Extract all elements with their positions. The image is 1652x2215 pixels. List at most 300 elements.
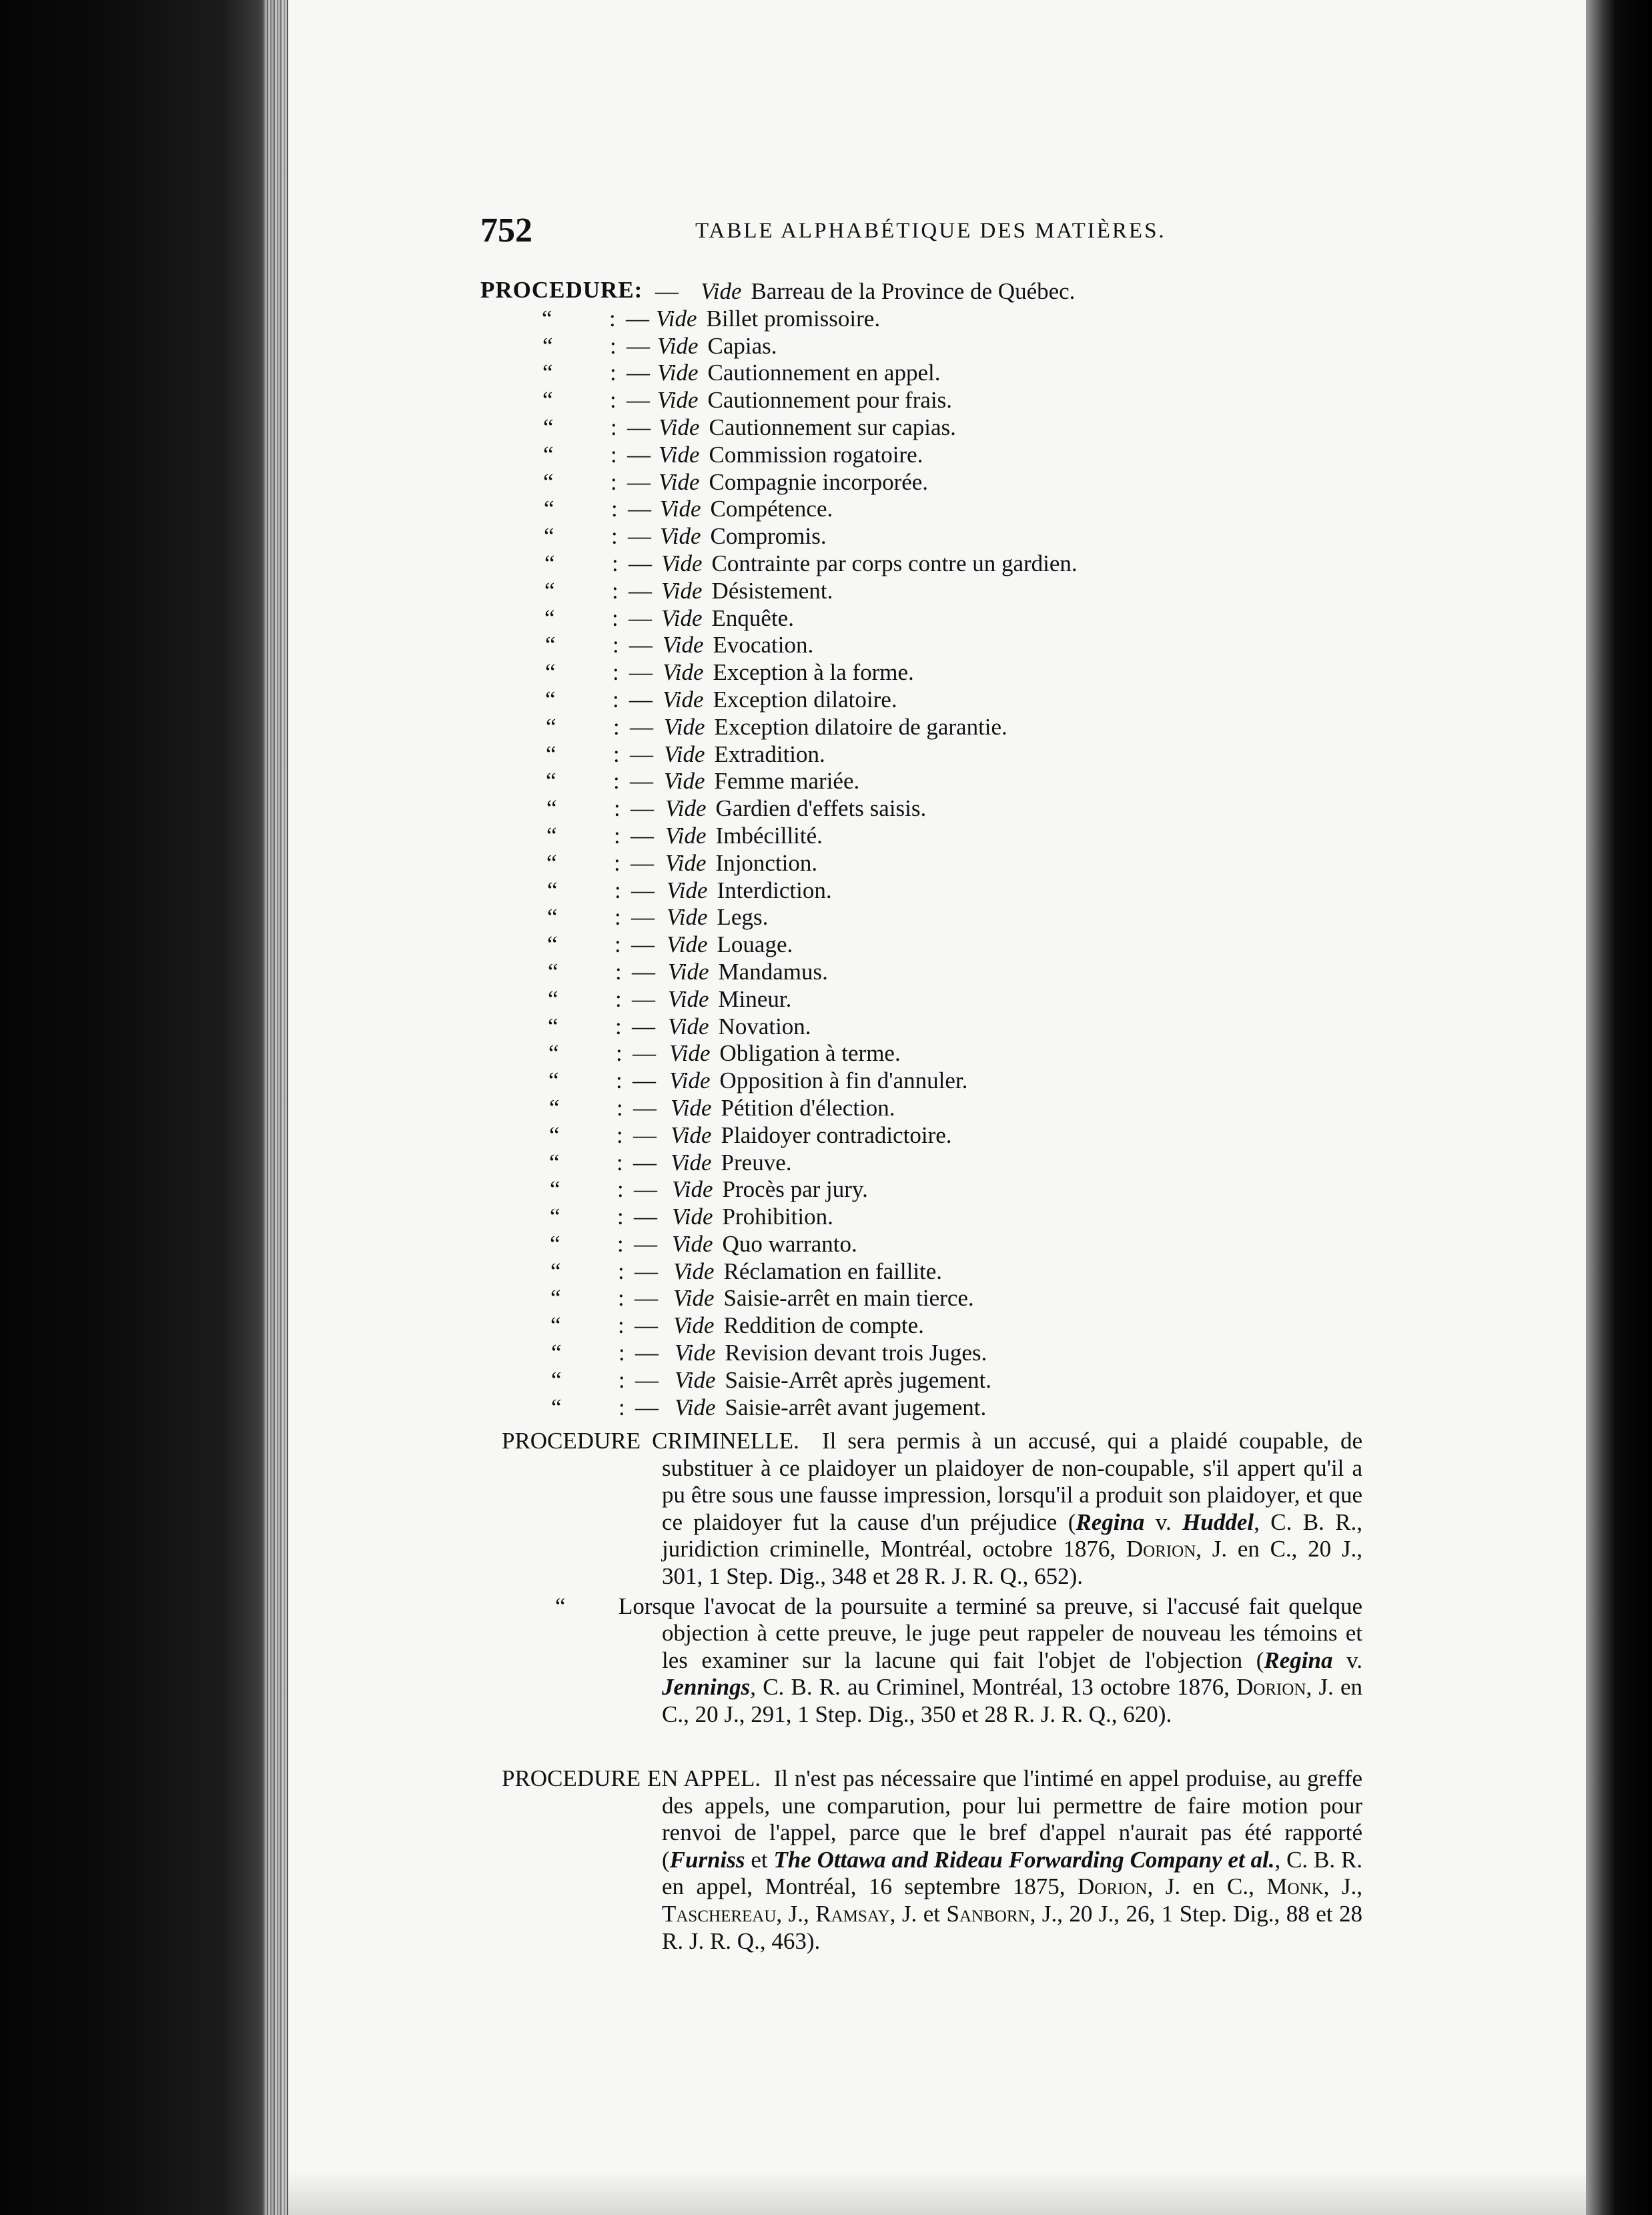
- reference-target: Mineur.: [718, 985, 792, 1012]
- cross-reference: [661, 605, 794, 632]
- ditto-mark: “: [546, 822, 557, 849]
- cross-reference: [671, 1150, 792, 1176]
- ditto-mark: “: [551, 1366, 562, 1393]
- vide-label: Vide: [673, 1258, 715, 1284]
- colon: :: [614, 822, 621, 849]
- cross-reference: [665, 795, 926, 822]
- text: , J.,: [1323, 1873, 1363, 1900]
- colon: :: [610, 387, 616, 414]
- vide-label: Vide: [671, 1094, 712, 1121]
- reference-target: Evocation.: [713, 632, 814, 658]
- text: , J.,: [776, 1900, 816, 1927]
- colon: :: [618, 1340, 625, 1366]
- dash: —: [631, 877, 655, 903]
- cross-reference: [667, 877, 832, 904]
- index-row: [480, 468, 1348, 495]
- vide-label: Vide: [672, 1230, 713, 1257]
- ditto-mark: “: [546, 795, 557, 822]
- index-row: [480, 658, 1348, 685]
- index-row: [480, 930, 1348, 957]
- reference-target: Cautionnement sur capias.: [709, 414, 956, 440]
- colon: :: [616, 1067, 623, 1094]
- cross-reference: [661, 550, 1078, 577]
- dash: —: [627, 332, 650, 359]
- reference-target: Barreau de la Province de Québec.: [751, 278, 1076, 304]
- dash: —: [629, 604, 652, 631]
- vide-label: Vide: [657, 332, 699, 359]
- ditto-mark: “: [547, 877, 558, 903]
- dash: —: [630, 741, 653, 767]
- dash: —: [627, 414, 651, 440]
- ditto-mark: “: [542, 387, 553, 414]
- reference-target: Exception à la forme.: [713, 659, 914, 686]
- page-bottom-shade: [288, 2172, 1586, 2215]
- colon: :: [618, 1366, 625, 1393]
- dash: —: [635, 1285, 658, 1312]
- colon: :: [610, 332, 616, 359]
- index-row: [480, 332, 1348, 359]
- book-binding-left: [0, 0, 287, 2215]
- reference-target: Billet promissoire.: [706, 305, 881, 332]
- vide-label: Vide: [664, 713, 705, 740]
- ditto-mark: “: [550, 1176, 560, 1203]
- entry-heading: PROCEDURE CRIMINELLE.: [502, 1428, 799, 1454]
- cross-reference: [659, 442, 923, 468]
- colon: :: [618, 1394, 625, 1420]
- colon: :: [618, 1285, 625, 1312]
- ditto-mark: “: [544, 604, 555, 631]
- reference-target: Commission rogatoire.: [709, 441, 923, 468]
- index-row: [480, 304, 1348, 332]
- colon: :: [612, 550, 618, 576]
- entry-heading: PROCEDURE:: [480, 277, 643, 303]
- index-row: [480, 985, 1348, 1012]
- cross-reference: [665, 823, 823, 849]
- cross-reference: [667, 931, 793, 958]
- text: v.: [1144, 1508, 1183, 1535]
- cross-reference: [672, 1176, 868, 1203]
- reference-target: Compagnie incorporée.: [709, 468, 929, 495]
- dash: —: [635, 1394, 659, 1420]
- paragraph-text: , C. B. R. au Criminel, Montréal, 13 octobre 1876,: [750, 1674, 1237, 1701]
- index-row: [480, 1121, 1348, 1148]
- cross-reference: [661, 578, 833, 604]
- paragraph-text: Lorsque l'avocat de la poursuite a terminé sa preuve, si l'accusé fait quelque objection à cette preuve, le juge peut rappeler de nouveau les témoins et les examiner sur la lacune qui fait l'objet de l'objection (: [618, 1593, 1362, 1673]
- page-edges: [264, 0, 290, 2215]
- dash: —: [633, 1094, 657, 1121]
- index-row: [480, 494, 1348, 522]
- case-name: Regina: [1076, 1508, 1145, 1535]
- case-name: Furniss: [669, 1846, 745, 1873]
- index-row: [480, 685, 1348, 713]
- index-row: [480, 794, 1348, 821]
- vide-label: Vide: [675, 1366, 716, 1393]
- paragraph-text: , J. en C., 20 J., 301, 1 Step. Dig., 348 et 28 R. J. R. Q., 652).: [662, 1536, 1363, 1589]
- vide-label: Vide: [659, 414, 700, 440]
- vide-label: Vide: [671, 1149, 712, 1176]
- vide-label: Vide: [669, 1040, 711, 1067]
- colon: :: [613, 741, 620, 767]
- vide-label: Vide: [664, 768, 705, 795]
- dash: —: [629, 632, 653, 658]
- ditto-mark: “: [548, 1067, 559, 1094]
- index-row: [480, 1148, 1348, 1176]
- dash: —: [632, 1013, 655, 1039]
- colon: :: [616, 1149, 623, 1176]
- colon: :: [614, 849, 621, 876]
- colon: :: [614, 795, 621, 822]
- cross-reference: [664, 768, 859, 795]
- reference-target: Réclamation en faillite.: [723, 1258, 943, 1284]
- reference-target: Capias.: [707, 332, 777, 359]
- vide-label: Vide: [668, 958, 709, 985]
- reference-target: Gardien d'effets saisis.: [715, 795, 927, 822]
- ditto-mark: “: [547, 931, 558, 958]
- reference-target: Cautionnement en appel.: [707, 360, 941, 386]
- dash: —: [630, 768, 653, 795]
- index-row: [480, 549, 1348, 576]
- vide-label: Vide: [669, 1067, 711, 1094]
- reference-target: Mandamus.: [718, 958, 828, 985]
- index-row: [480, 1093, 1348, 1121]
- cross-reference: [671, 1122, 952, 1149]
- cross-reference: [673, 1258, 942, 1285]
- reference-target: Compromis.: [710, 523, 827, 550]
- cross-reference: [673, 1285, 974, 1312]
- cross-reference: [664, 714, 1007, 741]
- ditto-mark: “: [555, 1593, 566, 1619]
- vide-label: Vide: [667, 931, 708, 958]
- colon: :: [613, 713, 620, 740]
- cross-reference: [660, 523, 827, 550]
- reference-target: Plaidoyer contradictoire.: [721, 1122, 952, 1148]
- ditto-mark: “: [543, 414, 554, 440]
- dash: —: [629, 686, 653, 713]
- index-row: [480, 1012, 1348, 1039]
- vide-label: Vide: [673, 1285, 715, 1312]
- vide-label: Vide: [672, 1176, 713, 1203]
- ditto-mark: “: [544, 577, 555, 604]
- colon: :: [616, 1094, 623, 1121]
- reference-target: Imbécillité.: [715, 822, 823, 849]
- dash: —: [633, 1149, 657, 1176]
- dash: —: [634, 1176, 657, 1203]
- reference-target: Quo warranto.: [722, 1230, 857, 1257]
- dash: —: [634, 1204, 657, 1230]
- case-name: The Ottawa and Rideau Forwarding Company et al.: [773, 1846, 1275, 1873]
- dash: —: [632, 958, 655, 985]
- judge-name: Monk: [1266, 1873, 1324, 1900]
- index-row: [480, 740, 1348, 767]
- cross-reference: [671, 1095, 895, 1122]
- vide-label: Vide: [657, 387, 699, 414]
- vide-label: Vide: [663, 659, 704, 686]
- cross-reference: [667, 904, 768, 931]
- cross-reference: [657, 360, 940, 386]
- index-row: [480, 413, 1348, 440]
- vide-label: Vide: [663, 632, 704, 658]
- reference-target: Cautionnement pour frais.: [707, 387, 952, 414]
- colon: :: [615, 1013, 622, 1039]
- ditto-mark: “: [550, 1285, 561, 1312]
- ditto-mark: “: [551, 1340, 562, 1366]
- vide-label: Vide: [665, 795, 707, 822]
- index-row: [480, 1202, 1348, 1230]
- ditto-mark: “: [547, 904, 558, 931]
- dash: —: [627, 468, 651, 495]
- colon: :: [612, 604, 618, 631]
- cross-reference: [663, 632, 813, 658]
- running-title: TABLE ALPHABÉTIQUE DES MATIÈRES.: [695, 219, 1166, 243]
- cross-reference: [656, 306, 880, 332]
- dash: —: [628, 523, 651, 550]
- ditto-mark: “: [550, 1204, 560, 1230]
- index-row: [480, 767, 1348, 794]
- colon: :: [614, 931, 621, 958]
- vide-label: Vide: [661, 604, 703, 631]
- cross-reference: [659, 469, 928, 496]
- dash: —: [635, 1340, 659, 1366]
- colon: :: [617, 1204, 624, 1230]
- index-row: [480, 630, 1348, 658]
- cross-reference: [672, 1204, 833, 1230]
- colon: :: [614, 904, 621, 931]
- dash: —: [629, 577, 652, 604]
- colon: :: [618, 1258, 625, 1284]
- dash: —: [627, 360, 650, 386]
- text: , J. en C.,: [1147, 1873, 1267, 1900]
- dash: —: [629, 550, 652, 576]
- cross-reference: [701, 278, 1075, 305]
- reference-target: Prohibition.: [722, 1204, 833, 1230]
- ditto-mark: “: [546, 713, 556, 740]
- dash: —: [630, 713, 653, 740]
- judge-name: Dorion: [1236, 1674, 1306, 1701]
- dash: —: [635, 1312, 658, 1339]
- reference-target: Legs.: [717, 904, 769, 931]
- ditto-mark: “: [546, 768, 556, 795]
- reference-target: Preuve.: [721, 1149, 792, 1176]
- index-row: [480, 849, 1348, 876]
- colon: :: [612, 632, 619, 658]
- reference-target: Revision devant trois Juges.: [725, 1340, 987, 1366]
- index-row: [480, 1230, 1348, 1257]
- colon: :: [612, 577, 618, 604]
- dash: —: [627, 387, 650, 414]
- index-row: [480, 358, 1348, 386]
- colon: :: [615, 985, 622, 1012]
- reference-target: Saisie-Arrêt après jugement.: [725, 1366, 991, 1393]
- ditto-mark: “: [545, 686, 556, 713]
- page-number: 752: [480, 211, 532, 250]
- colon: :: [616, 1040, 623, 1067]
- colon: :: [609, 305, 616, 332]
- colon: :: [610, 468, 617, 495]
- cross-reference: [663, 659, 914, 686]
- reference-target: Injonction.: [715, 849, 818, 876]
- vide-label: Vide: [665, 849, 707, 876]
- index-row: [480, 1338, 1348, 1366]
- paragraph-1: [502, 1765, 1362, 1955]
- vide-label: Vide: [675, 1340, 716, 1366]
- vide-label: Vide: [660, 523, 701, 550]
- judge-name: Dorion: [1126, 1536, 1196, 1563]
- ditto-mark: “: [543, 468, 554, 495]
- dash: —: [628, 496, 651, 522]
- dash: —: [629, 659, 653, 686]
- case-name: Jennings: [662, 1674, 751, 1701]
- dash: —: [633, 1122, 657, 1148]
- cross-reference: [675, 1340, 987, 1366]
- dash: —: [635, 1366, 659, 1393]
- vide-label: Vide: [663, 686, 704, 713]
- paragraph-text: , J. en C., 20 J., 291, 1 Step. Dig., 350 et 28 R. J. R. Q., 620).: [662, 1674, 1362, 1727]
- judge-name: Ramsay: [815, 1900, 890, 1927]
- dash: —: [631, 904, 655, 931]
- reference-target: Novation.: [718, 1013, 811, 1039]
- colon: :: [617, 1230, 624, 1257]
- ditto-mark: “: [549, 1149, 560, 1176]
- reference-target: Opposition à fin d'annuler.: [719, 1067, 968, 1094]
- reference-target: Exception dilatoire.: [713, 686, 897, 713]
- dash: —: [631, 931, 655, 958]
- reference-target: Enquête.: [711, 604, 794, 631]
- reference-target: Pétition d'élection.: [721, 1094, 895, 1121]
- ditto-mark: “: [546, 849, 557, 876]
- vide-label: Vide: [673, 1312, 715, 1339]
- vide-label: Vide: [675, 1394, 716, 1420]
- dash: —: [633, 1040, 656, 1067]
- case-name: Huddel: [1182, 1508, 1254, 1535]
- ditto-mark: “: [548, 1013, 558, 1039]
- cross-reference: [672, 1231, 857, 1258]
- cross-reference: [669, 1040, 901, 1067]
- ditto-mark: “: [548, 958, 558, 985]
- reference-target: Saisie-arrêt en main tierce.: [723, 1285, 974, 1312]
- paragraph-2: [502, 1593, 1362, 1729]
- ditto-mark: “: [542, 360, 553, 386]
- index-row: [480, 713, 1348, 740]
- vide-label: Vide: [701, 278, 742, 304]
- index-row: [480, 1366, 1348, 1393]
- index-row: [480, 386, 1348, 413]
- paragraph-text: , C. B. R., juridiction criminelle, Montréal, octobre 1876,: [662, 1508, 1362, 1563]
- ditto-mark: “: [542, 332, 553, 359]
- index-row: [480, 440, 1348, 468]
- dash: —: [635, 1258, 658, 1284]
- dash: —: [631, 849, 654, 876]
- reference-target: Contrainte par corps contre un gardien.: [711, 550, 1078, 576]
- reference-target: Exception dilatoire de garantie.: [714, 713, 1007, 740]
- vide-label: Vide: [660, 496, 701, 522]
- vide-label: Vide: [661, 577, 703, 604]
- dash: —: [631, 822, 654, 849]
- vide-label: Vide: [657, 360, 699, 386]
- reference-target: Saisie-arrêt avant jugement.: [725, 1394, 987, 1420]
- reference-target: Désistement.: [711, 577, 833, 604]
- vide-label: Vide: [659, 441, 700, 468]
- colon: :: [617, 1176, 624, 1203]
- reference-target: Procès par jury.: [722, 1176, 868, 1203]
- text: et: [745, 1846, 774, 1873]
- cross-reference: [663, 687, 897, 713]
- reference-target: Interdiction.: [717, 877, 832, 903]
- reference-target: Obligation à terme.: [719, 1040, 901, 1067]
- dash: —: [632, 985, 655, 1012]
- vide-label: Vide: [672, 1204, 713, 1230]
- ditto-mark: “: [545, 659, 556, 686]
- cross-reference: [675, 1394, 986, 1421]
- colon: :: [611, 523, 618, 550]
- index-row: [480, 576, 1348, 604]
- colon: :: [616, 1122, 623, 1148]
- cross-reference: [659, 414, 956, 441]
- colon: :: [610, 414, 617, 440]
- text: , J. et: [889, 1900, 947, 1927]
- paragraph-text: Il n'est pas nécessaire que l'intimé en appel produise, au greffe des appels, une comparution, pour lui permettre de faire motion pour renvoi de l'appel, parce que le bref d'appel n'aurait pas été rapporté (: [662, 1765, 1363, 1873]
- dash: —: [634, 1230, 657, 1257]
- colon: :: [618, 1312, 625, 1339]
- index-row: [480, 522, 1348, 549]
- book-binding-right: [1586, 0, 1652, 2215]
- dash: —: [633, 1067, 656, 1094]
- index-row: [480, 1311, 1348, 1338]
- dash: —: [626, 305, 649, 332]
- ditto-mark: “: [544, 496, 554, 522]
- vide-label: Vide: [665, 822, 707, 849]
- ditto-mark: “: [548, 1040, 559, 1067]
- ditto-mark: “: [550, 1230, 560, 1257]
- cross-reference: [669, 1067, 967, 1094]
- index-row: [480, 1066, 1348, 1093]
- cross-reference: [675, 1367, 991, 1394]
- index-row: [480, 1257, 1348, 1284]
- vide-label: Vide: [656, 305, 697, 332]
- vide-label: Vide: [668, 1013, 709, 1039]
- ditto-mark: “: [546, 741, 556, 767]
- ditto-mark: “: [548, 985, 558, 1012]
- judge-name: Dorion: [1078, 1873, 1148, 1900]
- text: v.: [1332, 1647, 1362, 1673]
- cross-reference: [660, 496, 833, 522]
- cross-reference: [657, 387, 952, 414]
- colon: :: [614, 877, 621, 903]
- reference-target: Reddition de compte.: [723, 1312, 924, 1339]
- ditto-mark: “: [545, 632, 556, 658]
- ditto-mark: “: [549, 1122, 560, 1148]
- ditto-mark: “: [551, 1394, 562, 1420]
- reference-target: Extradition.: [714, 741, 825, 767]
- cross-reference: [657, 333, 777, 360]
- entry-heading: PROCEDURE EN APPEL.: [502, 1765, 761, 1791]
- judge-name: Sanborn: [946, 1900, 1030, 1927]
- dash: —: [627, 441, 651, 468]
- colon: :: [612, 659, 619, 686]
- cross-reference: [668, 959, 828, 985]
- index-row: [480, 1284, 1348, 1311]
- index-row: [480, 821, 1348, 849]
- vide-label: Vide: [671, 1122, 712, 1148]
- judge-name: Taschereau: [662, 1900, 777, 1927]
- colon: :: [610, 360, 616, 386]
- entry-procedure-en-appel: [502, 1765, 1362, 1955]
- cross-reference: [668, 986, 791, 1013]
- reference-target: Louage.: [717, 931, 793, 958]
- colon: :: [615, 958, 622, 985]
- ditto-mark: “: [550, 1258, 561, 1284]
- index-row: [480, 1175, 1348, 1202]
- colon: :: [613, 768, 620, 795]
